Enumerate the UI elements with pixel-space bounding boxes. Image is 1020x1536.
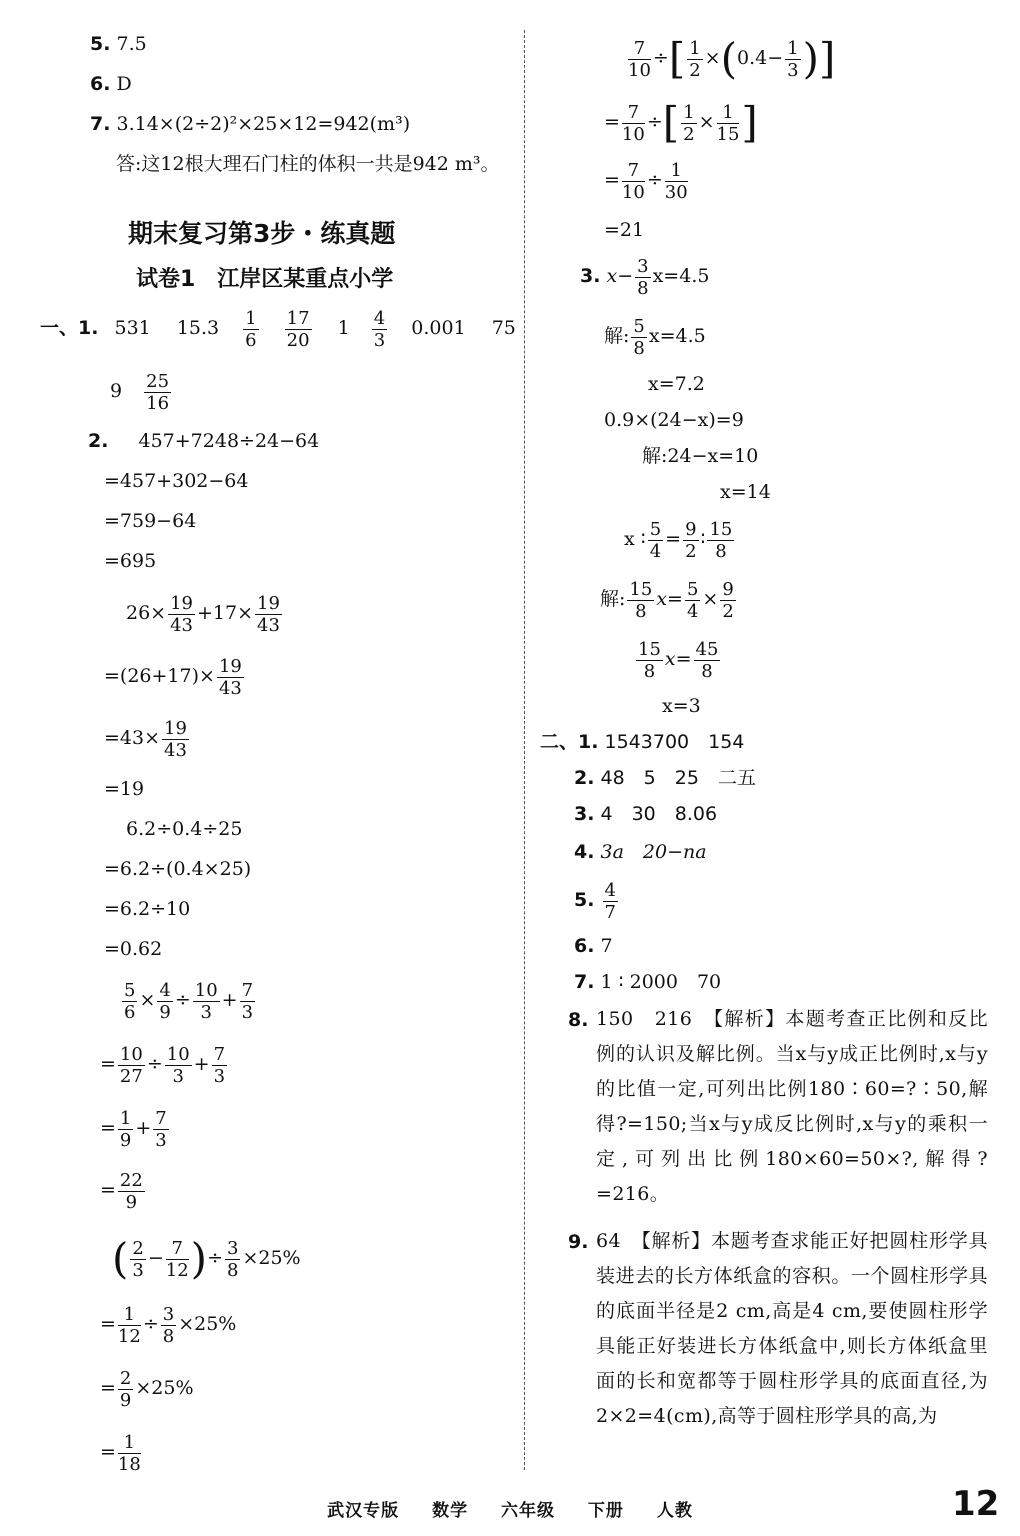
denominator: 10 [628,59,651,81]
calc2-step2-text: =43× [104,727,161,749]
paren-close: ) [190,1234,208,1283]
page-number: 12 [952,1484,1000,1524]
q7-line [90,112,410,136]
numerator: 2 [132,1237,144,1259]
denominator: 3 [241,1001,254,1023]
frac [648,519,663,562]
q-text: 7 [600,935,613,957]
denominator: 12 [117,1325,141,1347]
section-title: 期末复习第3步・练真题 [128,219,396,248]
denominator: 18 [117,1453,141,1475]
calc2-expr [126,589,284,637]
calc2-frac [255,593,282,636]
denominator: 8 [633,337,645,359]
frac [153,1108,168,1151]
part2-q3 [574,802,717,826]
jie: 解: [600,588,626,610]
calc5-step3 [100,1428,143,1476]
q-num: 2. [574,767,595,789]
denominator: 6 [245,329,257,351]
frac [193,980,220,1023]
footer-item: 下册 [587,1501,624,1521]
frac [627,579,654,622]
calc2-step2 [104,714,191,762]
denominator: 3 [155,1129,167,1151]
denominator: 16 [146,392,170,414]
op: × [704,47,721,69]
numerator: 7 [241,979,254,1001]
op: + [221,989,238,1011]
part2-q6 [574,934,613,958]
q5-num: 5. [90,33,111,55]
denominator: 8 [162,1325,175,1347]
denominator: 8 [635,600,647,622]
numerator: 1 [689,37,701,59]
denominator: 4 [649,540,662,562]
q6-num: 6. [90,73,111,95]
q-num: 3. [574,803,595,825]
q-text: 3a 20−na [600,841,707,863]
denominator: 9 [125,1191,138,1213]
calc2-b: +17× [197,602,254,624]
p1q1-v3: 1 [337,317,350,339]
numerator: 45 [695,638,719,660]
part2-q7 [574,970,721,994]
calc5-expr [112,1232,301,1284]
op: ÷ [146,1053,163,1075]
numerator: 19 [257,592,280,614]
denominator: 8 [701,660,713,682]
frac [622,160,645,203]
numerator: 15 [638,638,661,660]
frac [628,38,651,81]
bracket-open: [ [668,34,686,83]
q3-eq1-result: x=7.2 [648,373,705,395]
denominator: 3 [172,1065,184,1087]
q3-eq2: 0.9×(24−x)=9 [604,409,744,431]
frac [118,1108,133,1151]
frac [118,1304,141,1347]
frac [212,1044,227,1087]
p1q1-v5: 75 [491,317,516,339]
q-num: 7. [574,971,595,993]
calc3-step2: =6.2÷10 [104,898,191,920]
p1q1-v2: 15.3 [176,317,220,339]
numerator: 10 [119,1043,143,1065]
numerator: 7 [155,1107,167,1129]
frac [694,639,721,682]
p1q1-v1: 531 [114,317,151,339]
q-text: 1 ∶ 2000 70 [600,971,722,993]
calc6-expr [626,32,835,84]
op: × [702,588,719,610]
q3-eq3 [624,514,736,564]
denominator: 9 [159,1001,171,1023]
p1q1-frac4 [144,371,171,414]
q5-answer: 7.5 [116,33,147,55]
part2-q1 [540,730,744,754]
numerator: 17 [286,307,310,329]
calc2-a: 26× [126,602,167,624]
numerator: 1 [119,1107,132,1129]
denominator: 2 [722,600,734,622]
frac [161,1304,176,1347]
numerator: 5 [633,315,645,337]
frac [665,160,688,203]
denominator: 8 [637,277,649,299]
calc4-step3 [100,1166,147,1214]
q7-formula: 3.14×(2÷2)²×25×12=942(m³) [116,113,411,135]
op: = [667,588,683,610]
q3-eq2-result: x=14 [720,481,771,503]
part2-q1-text: 1543700 154 [604,731,745,753]
q3-eq1 [580,252,709,300]
denominator: 8 [226,1259,239,1281]
calc6-step2 [604,156,690,204]
calc1-step1: =457+302−64 [104,470,249,492]
calc2-frac [168,593,195,636]
q2-num: 2. [88,430,109,452]
op: = [100,1179,116,1201]
numerator: 5 [124,979,136,1001]
frac [717,102,740,145]
denominator: 3 [787,59,799,81]
op: = [100,1441,116,1463]
numerator: 2 [119,1367,132,1389]
denominator: 9 [119,1129,132,1151]
denominator: 2 [685,540,697,562]
ratio-sign: ∶ [700,528,706,550]
q3-a: x− [606,265,634,287]
numerator: 19 [170,592,194,614]
numerator: 3 [226,1237,239,1259]
calc5-step1 [100,1300,236,1348]
part1-q1-line2 [110,366,173,416]
paren-open: ( [112,1234,129,1283]
numerator: 3 [637,255,649,277]
denominator: 7 [604,901,616,923]
calc2-result: =19 [104,778,145,800]
numerator: 10 [194,979,218,1001]
numerator: 7 [213,1043,226,1065]
q7-answer: 答:这12根大理石门柱的体积一共是942 m³。 [116,153,500,175]
q3-eq3-step1 [600,574,738,624]
denominator: 15 [716,123,740,145]
page-footer [0,1496,1020,1521]
bracket-open: [ [662,98,680,147]
part2-q8-num: 8. [568,1009,589,1031]
calc4-step2 [100,1104,171,1152]
denominator: 10 [621,181,645,203]
denominator: 27 [119,1065,143,1087]
numerator: 7 [628,38,651,60]
q3-eq3-result: x=3 [662,695,701,717]
denominator: 43 [170,614,194,636]
numerator: 7 [622,102,645,124]
calc4-step1 [100,1040,229,1088]
footer-item: 人教 [656,1501,693,1521]
footer-item: 武汉专版 [327,1501,400,1521]
frac [683,519,698,562]
op: ÷ [646,111,663,133]
op: ÷ [207,1247,223,1269]
bracket-close: ] [741,98,758,147]
denominator: 9 [119,1389,132,1411]
q-num: 4. [574,841,595,863]
part2-q9-text: 64 【解析】本题考查求能正好把圆柱形学具装进去的长方体纸盒的容积。一个圆柱形学具的底面半径是2 cm,高是4 cm,要使圆柱形学具能正好装进长方体纸盒中,则长方体纸盒里面的长和宽都等于圆柱形学具的底面直径,为2×2=4(cm),高等于圆柱形学具的高,为 [596,1230,988,1427]
op: × [698,111,715,133]
frac [685,579,700,622]
frac [118,1170,145,1213]
q-num: 6. [574,935,595,957]
denominator: 3 [213,1065,226,1087]
frac [681,102,696,145]
denominator: 8 [643,660,656,682]
part2-q8-text: 150 216 【解析】本题考查正比例和反比例的认识及解比例。当x与y成正比例时,x与y的比值一定,可列出比例180∶60=?∶50,解得?=150;当x与y成反比例时,x与y的乘积一定,可列出比例180×60=50×?,解得?=216。 [596,1008,988,1205]
q3-b: x=4.5 [652,265,710,287]
pct: ×25% [178,1313,237,1335]
calc1-step2: =759−64 [104,510,197,532]
frac [118,1044,145,1087]
frac [130,1238,145,1281]
q3-b: x=4.5 [648,325,706,347]
numerator: 1 [665,160,688,182]
calc2-step1-text: =(26+17)× [104,665,215,687]
denominator: 43 [218,677,242,699]
calc6-step1 [604,96,758,148]
op: ÷ [142,1313,159,1335]
paper-title: 试卷1 江岸区某重点小学 [136,267,394,292]
denominator: 3 [132,1259,144,1281]
p1q1-v4: 0.001 [411,317,466,339]
op: ÷ [652,47,669,69]
calc2-step1 [104,652,246,700]
part2-q1-label: 二、1. [540,731,599,753]
q3-eq1-step1 [604,312,706,360]
calc2-frac [217,656,244,699]
calc3-step1: =6.2÷(0.4×25) [104,858,252,880]
op: = [100,1053,116,1075]
q6-line [90,72,132,96]
numerator: 22 [119,1169,143,1191]
part2-q2 [574,766,756,790]
op: = [100,1377,116,1399]
op: × [139,989,156,1011]
denominator: 8 [715,540,727,562]
frac [636,639,663,682]
column-divider [524,30,525,1470]
frac [118,1368,133,1411]
numerator: 1 [118,1304,141,1326]
q2-line [88,429,319,453]
footer-item: 数学 [432,1501,469,1521]
calc1-expr: 457+7248÷24−64 [138,430,320,452]
numerator: 5 [686,578,699,600]
frac [635,256,650,299]
denominator: 43 [257,614,280,636]
op: = [665,528,682,550]
frac [603,880,618,923]
numerator: 19 [164,717,187,739]
op: = [604,169,620,191]
pct: ×25% [242,1247,301,1269]
p1q1-frac2 [285,308,312,351]
frac [707,519,734,562]
numerator: 1 [683,101,695,123]
frac [122,980,137,1023]
op: + [135,1117,152,1139]
denominator: 10 [621,123,645,145]
q3-eq2-step1: 解:24−x=10 [642,445,759,467]
var-x: x [664,648,676,670]
p1q1-v6: 9 [110,380,123,402]
frac [165,1044,192,1087]
denominator: 12 [165,1259,189,1281]
numerator: 15 [709,518,733,540]
frac [720,579,735,622]
denominator: 43 [164,739,187,761]
calc2-frac [162,718,189,761]
op: − [147,1247,164,1269]
op: = [100,1117,116,1139]
op: = [604,111,620,133]
jie: 解: [604,325,630,347]
numerator: 9 [685,518,697,540]
numerator: 10 [166,1043,190,1065]
p1q1-frac1 [243,308,258,351]
op: + [193,1053,210,1075]
numerator: 1 [787,37,799,59]
numerator: 3 [162,1303,175,1325]
bracket-close: ] [818,34,836,83]
q7-num: 7. [90,113,111,135]
numerator: 4 [159,979,171,1001]
numerator: 4 [604,879,616,901]
frac [118,1432,141,1475]
q-num: 5. [574,889,595,911]
numerator: 7 [166,1238,189,1260]
frac [785,38,800,81]
frac [240,980,255,1023]
footer-item: 六年级 [501,1501,555,1521]
numerator: 9 [722,578,734,600]
eq3-a: x ∶ [624,528,646,550]
q3-num: 3. [580,265,601,287]
frac [166,1238,189,1281]
calc6-result: =21 [604,219,645,241]
numerator: 1 [717,102,740,124]
denominator: 30 [664,181,688,203]
op: ÷ [646,169,663,191]
part2-q4 [574,840,707,864]
calc4-expr [120,976,257,1024]
frac [157,980,172,1023]
q-text: 4 30 8.06 [600,803,718,825]
denominator: 2 [683,123,695,145]
q3-eq3-step2 [634,634,722,684]
denominator: 3 [200,1001,212,1023]
numerator: 19 [218,655,242,677]
op: = [675,648,692,670]
denominator: 2 [689,59,701,81]
numerator: 1 [118,1432,141,1454]
frac [225,1238,240,1281]
frac [622,102,645,145]
calc3-expr: 6.2÷0.4÷25 [126,818,243,840]
p1q1-frac3 [372,308,387,351]
frac [631,316,646,359]
numerator: 5 [649,518,662,540]
calc5-step2 [100,1364,194,1412]
denominator: 3 [373,329,386,351]
calc6-mid: 0.4− [736,47,784,69]
part2-q5 [574,876,620,924]
frac [687,38,702,81]
part1-q1-line1 [40,303,516,353]
q-text: 48 5 25 二五 [600,767,756,789]
numerator: 25 [146,370,170,392]
calc1-step3: =695 [104,550,157,572]
calc3-step3: =0.62 [104,938,163,960]
numerator: 15 [629,578,653,600]
part2-q9-num: 9. [568,1231,589,1253]
denominator: 6 [124,1001,136,1023]
q6-answer: D [116,73,132,95]
op: = [100,1313,116,1335]
denominator: 20 [286,329,310,351]
numerator: 7 [622,160,645,182]
pct: ×25% [135,1377,194,1399]
denominator: 4 [686,600,699,622]
var-x: x [656,588,668,610]
paren-open: ( [720,34,737,83]
q5-line [90,32,147,56]
numerator: 1 [245,307,257,329]
op: ÷ [174,989,191,1011]
part1-q1-label: 一、1. [40,317,99,339]
paren-close: ) [802,34,819,83]
numerator: 4 [373,307,386,329]
